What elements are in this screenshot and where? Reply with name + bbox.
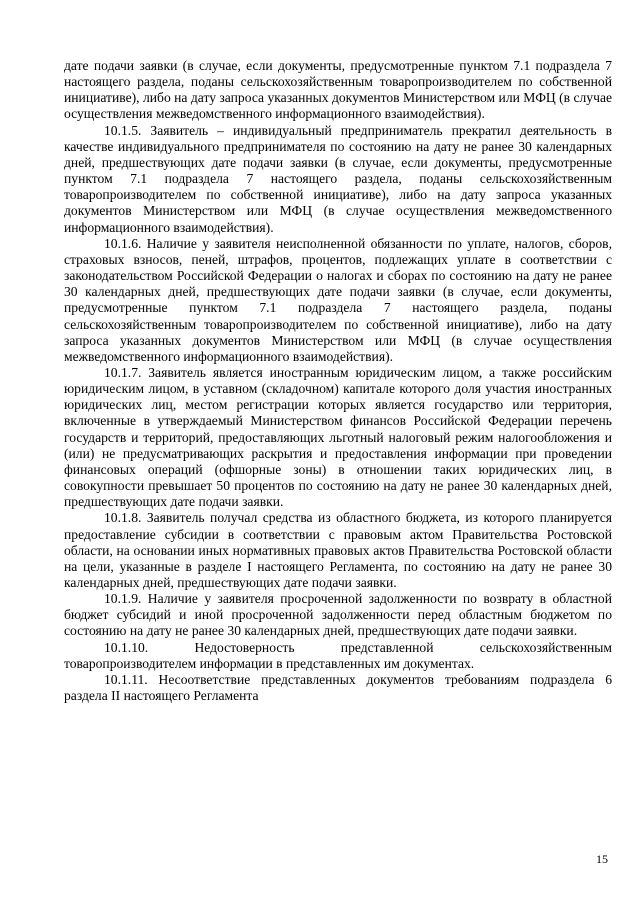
paragraph-10-1-8: 10.1.8. Заявитель получал средства из областного бюджета, из которого планируется предоставление субсидии в соответствии с правовым актом Правительства Ростовской области, на основании иных нормативных правовых актов Правительства Ростовской области на цели, указанные в разделе I настоящего Регламента, по состоянию на дату не ранее 30 календарных дней, предшествующих дате подачи заявки. [64, 510, 612, 590]
paragraph-10-1-7: 10.1.7. Заявитель является иностранным юридическим лицом, а также российским юридическим лицом, в уставном (складочном) капитале которого доля участия иностранных юридических лиц, местом регистрации которых является государство или территория, включенные в утверждаемый Министерством финансов Российской Федерации перечень государств и территорий, предоставляющих льготный налоговый режим налогообложения и (или) не предусматривающих раскрытия и предоставления информации при проведении финансовых операций (офшорные зоны) в отношении таких юридических лиц, в совокупности превышает 50 процентов по состоянию на дату не ранее 30 календарных дней, предшествующих дате подачи заявки. [64, 364, 612, 510]
document-body [64, 58, 612, 704]
paragraph-continuation: дате подачи заявки (в случае, если документы, предусмотренные пунктом 7.1 подраздела 7 настоящего раздела, поданы сельскохозяйственным товаропроизводителем по собственной инициативе), либо на дату запроса указанных документов Министерством или МФЦ (в случае осуществления межведомственного информационного взаимодействия). [64, 58, 613, 122]
paragraph-10-1-6: 10.1.6. Наличие у заявителя неисполненной обязанности по уплате, налогов, сборов, страховых взносов, пеней, штрафов, процентов, подлежащих уплате в соответствии с законодательством Российской Федерации о налогах и сборах по состоянию на дату не ранее 30 календарных дней, предшествующих дате подачи заявки (в случае, если документы, предусмотренные пунктом 7.1 подраздела 7 настоящего раздела, поданы сельскохозяйственным товаропроизводителем по собственной инициативе), либо на дату запроса указанных документов Министерством или МФЦ (в случае осуществления межведомственного информационного взаимодействия). [64, 235, 612, 364]
paragraph-10-1-5: 10.1.5. Заявитель – индивидуальный предприниматель прекратил деятельность в качестве индивидуального предпринимателя по состоянию на дату не ранее 30 календарных дней, предшествующих дате подачи заявки (в случае, если документы, предусмотренные пунктом 7.1 подраздела 7 настоящего раздела, поданы сельскохозяйственным товаропроизводителем по собственной инициативе), либо на дату запроса указанных документов Министерством или МФЦ (в случае осуществления межведомственного информационного взаимодействия). [64, 122, 612, 235]
paragraph-10-1-9: 10.1.9. Наличие у заявителя просроченной задолженности по возврату в областной бюджет субсидий и иной просроченной задолженности перед областным бюджетом по состоянию на дату не ранее 30 календарных дней, предшествующих дате подачи заявки. [64, 591, 612, 639]
page-number: 15 [596, 852, 608, 866]
paragraph-10-1-10: 10.1.10. Недостоверность представленной сельскохозяйственным товаропроизводителем информации в представленных им документах. [64, 639, 612, 671]
paragraph-10-1-11: 10.1.11. Несоответствие представленных документов требованиям подраздела 6 раздела II настоящего Регламента [64, 671, 612, 704]
